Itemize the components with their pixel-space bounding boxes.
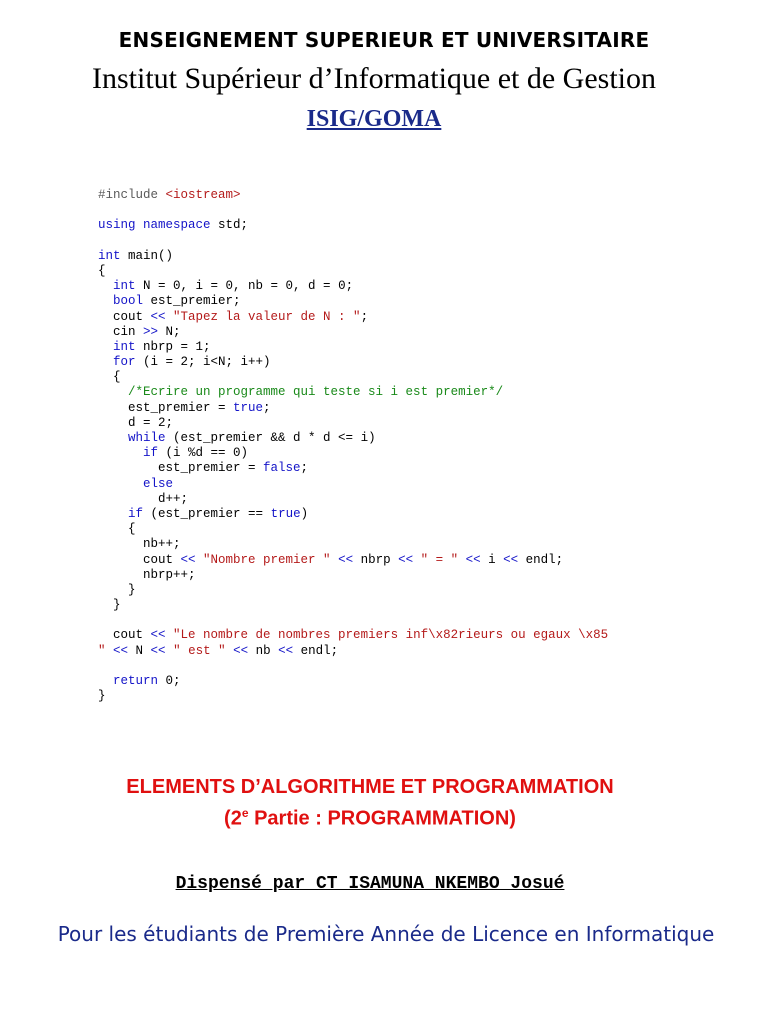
code-line: nb++;: [98, 537, 181, 552]
code-line: if (i %d == 0): [143, 446, 249, 461]
code-line: cout << "Tapez la valeur de N : ";: [98, 309, 369, 324]
author-line: Dispensé par CT ISAMUNA NKEMBO Josué: [175, 874, 565, 894]
course-subtitle: (2e Partie : PROGRAMMATION): [224, 806, 516, 830]
code-line: int main(): [98, 248, 174, 263]
institute-acronym: ISIG/GOMA: [306, 106, 442, 132]
code-line: " << N << " est " << nb << endl;: [98, 643, 339, 658]
code-line: cin >> N;: [98, 324, 181, 339]
code-line: }: [98, 582, 136, 597]
audience-line: Pour les étudiants de Première Année de Licence en Informatique: [57, 922, 715, 946]
code-line: int nbrp = 1;: [113, 339, 211, 354]
code-line: while (est_premier && d * d <= i): [128, 431, 376, 445]
code-listing: [98, 188, 738, 704]
code-line: int N = 0, i = 0, nb = 0, d = 0;: [113, 279, 354, 294]
code-line: return 0;: [113, 674, 181, 688]
ministry-header: ENSEIGNEMENT SUPERIEUR ET UNIVERSITAIRE: [118, 28, 650, 52]
code-line: for (i = 2; i<N; i++): [113, 355, 271, 370]
code-line: {: [98, 522, 136, 537]
code-line: }: [98, 598, 121, 613]
code-line: #include <iostream>: [98, 188, 241, 202]
code-line: d++;: [98, 491, 189, 506]
code-line: /*Ecrire un programme qui teste si i est premier*/: [128, 385, 504, 400]
code-line: {: [98, 263, 106, 278]
code-line: d = 2;: [98, 415, 174, 430]
code-line: {: [98, 370, 121, 385]
code-line: est_premier = true;: [98, 400, 271, 415]
course-title: ELEMENTS D’ALGORITHME ET PROGRAMMATION: [126, 776, 614, 798]
code-line: nbrp++;: [98, 567, 196, 582]
code-line: }: [98, 689, 106, 704]
code-line: if (est_premier == true): [128, 506, 309, 521]
code-line: est_premier = false;: [98, 461, 309, 476]
code-line: using namespace std;: [98, 218, 249, 233]
institute-name: Institut Supérieur d’Informatique et de Gestion: [91, 62, 657, 95]
code-line: bool est_premier;: [113, 294, 241, 309]
code-line: else: [143, 476, 174, 491]
code-line: cout << "Le nombre de nombres premiers inf\x82rieurs ou egaux \x85: [98, 628, 609, 643]
code-line: cout << "Nombre premier " << nbrp << " = " << i << endl;: [98, 552, 564, 567]
